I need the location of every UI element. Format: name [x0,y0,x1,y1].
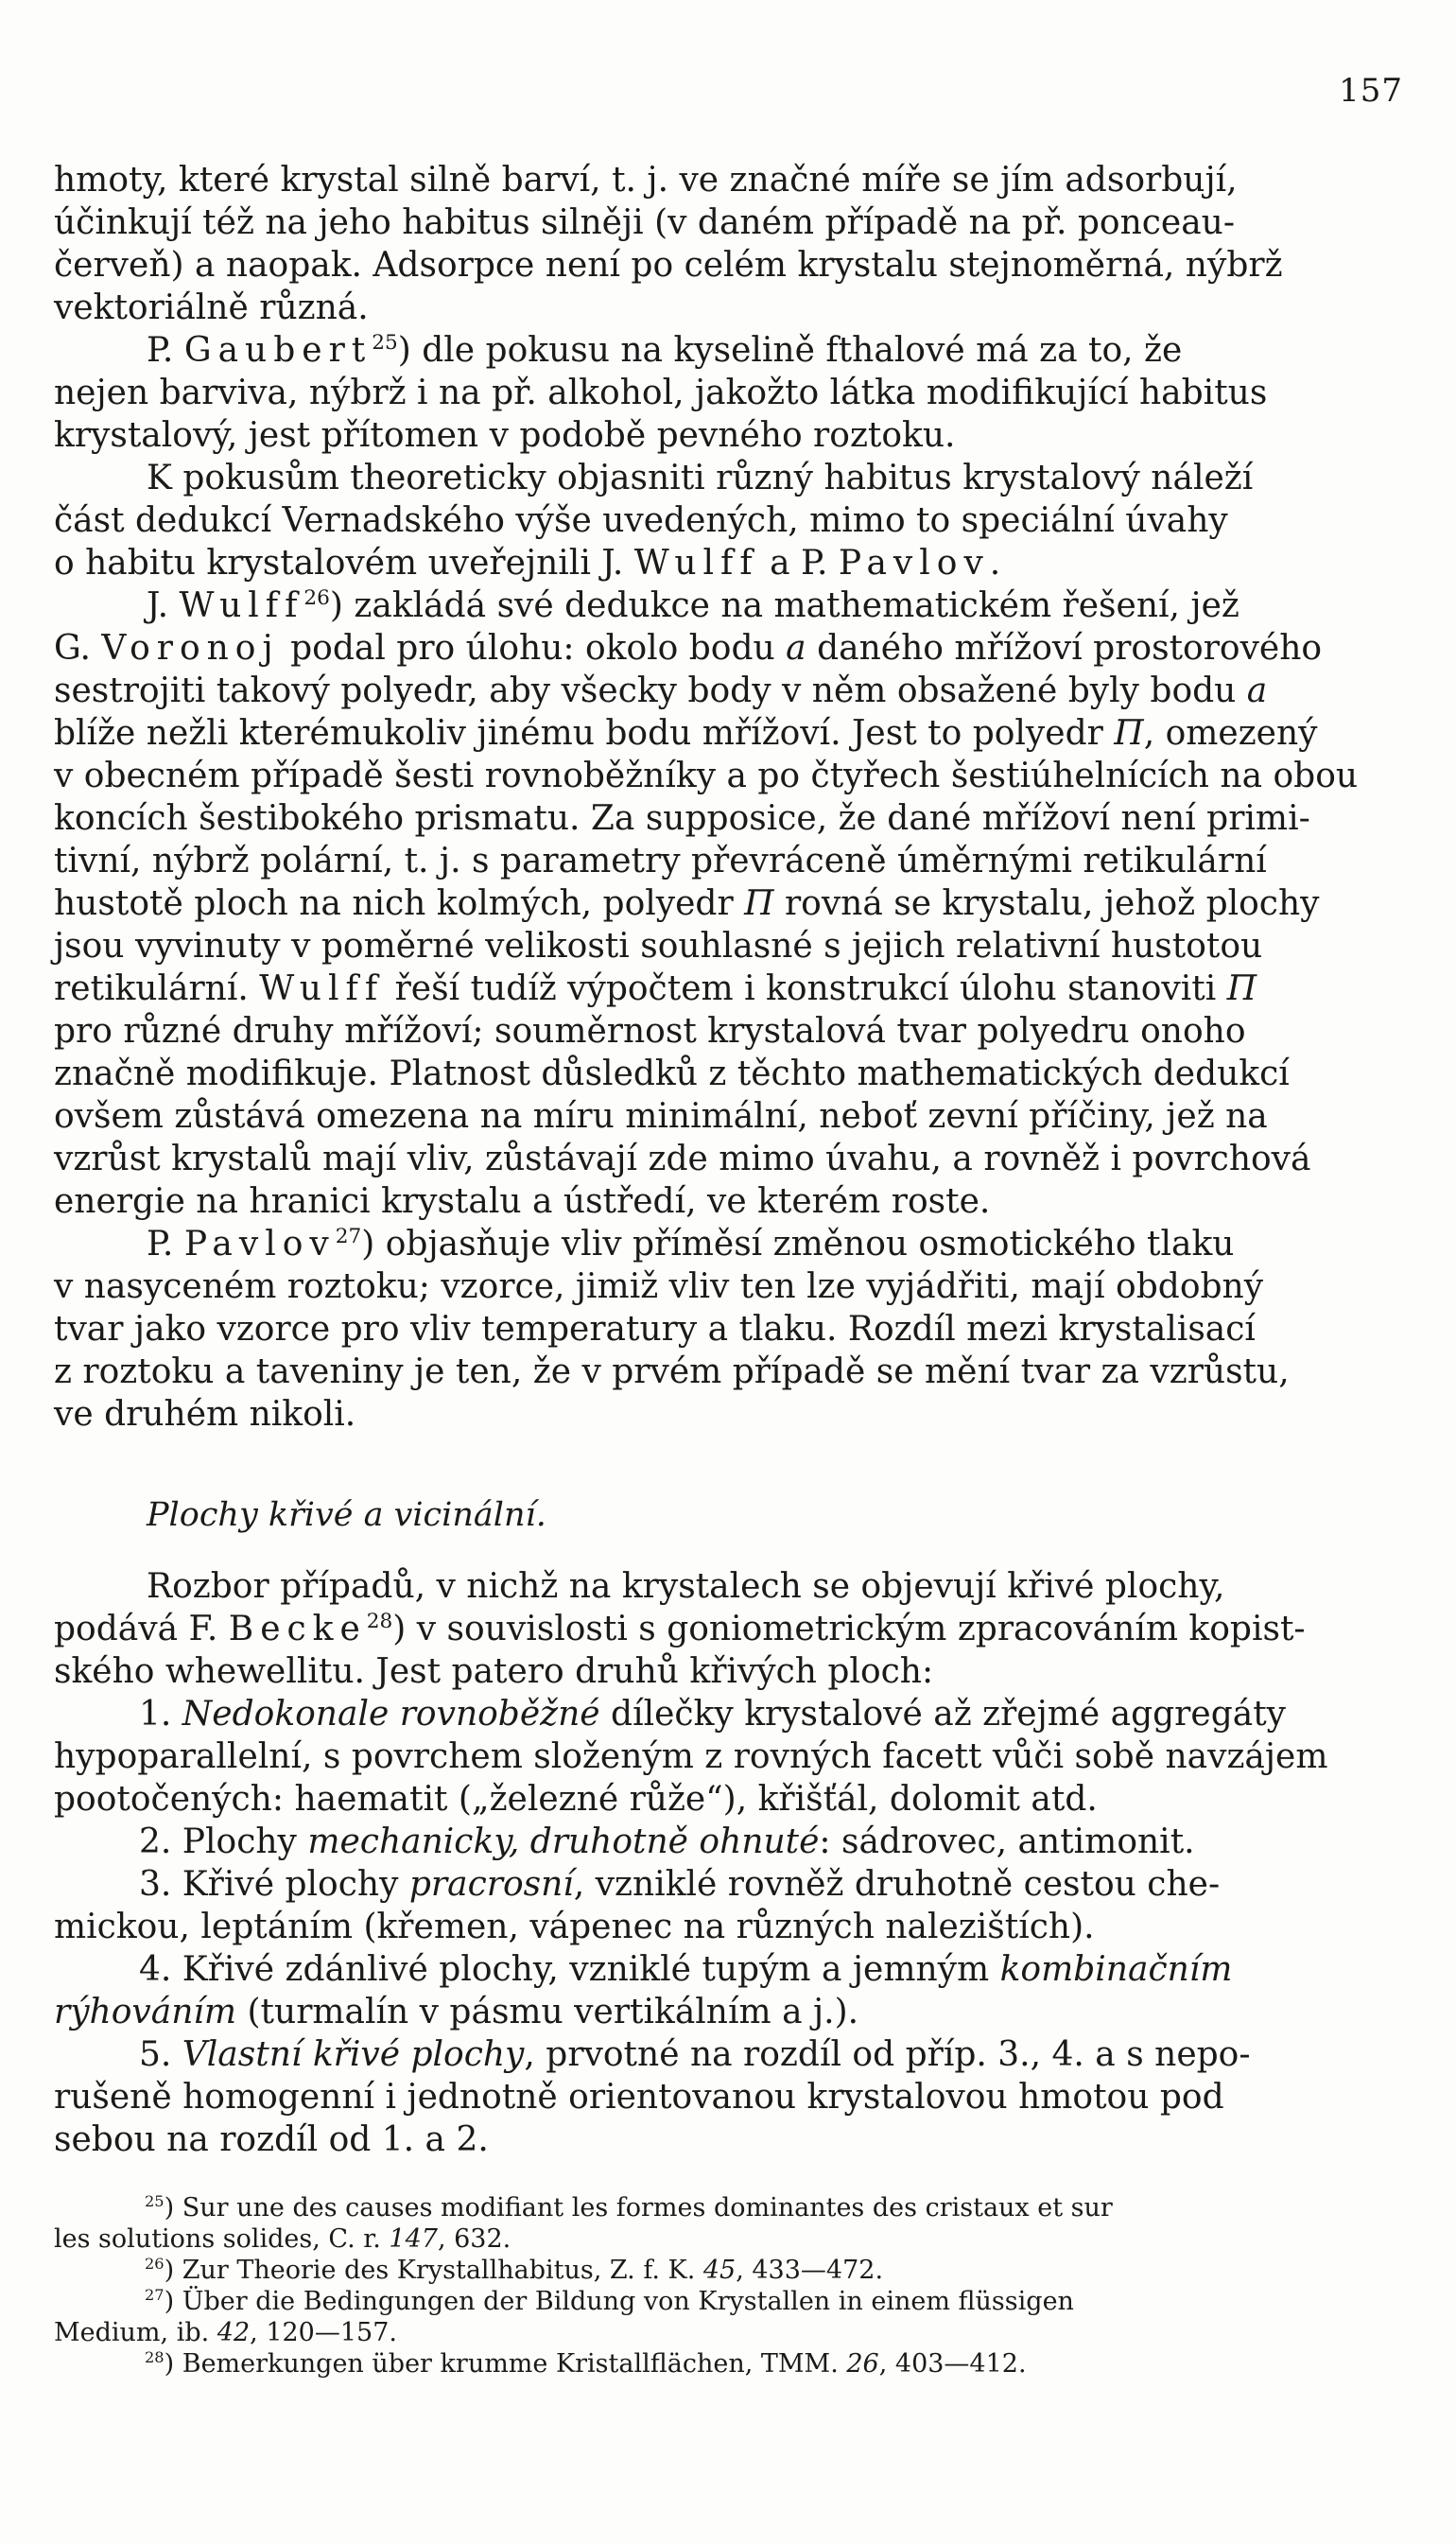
author-name: Pavlov [838,544,990,583]
list-item [54,1948,1408,1991]
list-item [54,1821,1408,1863]
footnote-number: 26 [145,2255,165,2273]
text-line: v nasyceném roztoku; vzorce, jimiž vliv ten lze vyjádřiti, mají obdobný [54,1267,1264,1306]
author-name: Gaubert [183,331,373,370]
text-line: značně modifikuje. Platnost důsledků z těchto mathematických dedukcí [54,1055,1290,1093]
page-number: 157 [1339,72,1403,110]
text-line: rušeně homogenní i jednotně orientovanou krystalovou hmotou pod [54,2078,1224,2117]
text-line [54,882,1408,925]
list-item [54,2033,1408,2076]
text-run: , 632. [437,2224,511,2254]
text-line: část dedukcí Vernadského výše uvedených, mimo to speciální úvahy [54,501,1228,540]
body-text [54,159,1408,2161]
list-item [54,1693,1408,1735]
volume-number: 42 [217,2318,251,2347]
volume-number: 147 [389,2224,438,2254]
footnote-28 [54,2348,1408,2379]
author-name: Wulff [259,969,385,1008]
text-line: mickou, leptáním (křemen, vápenec na různých nalezištích). [54,1908,1095,1946]
emphasis: Nedokonale rovnoběžné [182,1695,600,1734]
footnote-number: 27 [145,2286,165,2304]
text-run: ) Sur une des causes modifiant les formes dominantes des cristaux et sur [164,2193,1113,2223]
text-run: dílečky krystalové až zřejmé aggregáty [599,1695,1287,1734]
text-line [54,1608,1408,1650]
text-run: , vzniklé rovněž druhotně cestou che- [573,1865,1221,1904]
text-run: ) objasňuje vliv příměsí změnou osmotického tlaku [361,1225,1235,1264]
text-line: vektoriálně různá. [54,288,369,327]
math-variable: a [786,629,806,668]
footnote-ref: 27 [335,1225,362,1248]
text-run: . [989,544,1001,583]
text-line [54,670,1408,712]
text-run: o habitu krystalovém uveřejnili J. [54,544,634,583]
author-name: Pavlov [183,1225,336,1264]
text-run: daného mřížoví prostorového [806,629,1323,668]
text-run: ) dle pokusu na kyselině fthalové má za to, že [397,331,1183,370]
text-line: hypoparallelní, s povrchem složeným z rovných facett vůči sobě navzájem [54,1737,1328,1776]
text-line: hmoty, které krystal silně barví, t. j. ve značné míře se jím adsorbují, [54,161,1238,200]
text-run: (turmalín v pásmu vertikálním a j.). [236,1993,859,2031]
text-run: ) zakládá své dedukce na mathematickém řešení, jež [329,586,1239,625]
text-line: tivní, nýbrž polární, t. j. s parametry převráceně úměrnými retikulární [54,842,1267,880]
text-run: 2. Plochy [139,1822,308,1861]
emphasis: rýhováním [54,1993,237,2031]
text-run: ) Bemerkungen über krumme Kristallflächen, TMM. [164,2349,847,2379]
text-line [54,967,1408,1010]
text-run: 5. [139,2035,182,2074]
text-line: koncích šestibokého prismatu. Za supposice, že dané mřížoví není primi- [54,799,1310,838]
footnote-27 [54,2286,1408,2317]
text-run: , 120—157. [250,2318,397,2347]
text-run: sestrojiti takový polyedr, aby všecky body v něm obsažené byly bodu [54,671,1247,710]
text-run: ) Über die Bedingungen der Bildung von Krystallen in einem flüssigen [164,2287,1074,2316]
volume-number: 26 [846,2349,879,2379]
text-line [54,329,1408,372]
section-title: Plochy křivé a vicinální. [147,1496,546,1534]
footnote-number: 28 [145,2348,165,2366]
text-line: pootočených: haematit („železné růže“), křišťál, dolomit atd. [54,1780,1098,1819]
emphasis: Vlastní křivé plochy [182,2035,525,2074]
text-run: a P. [758,544,839,583]
author-name: Voronoj [101,629,280,668]
author-name: Wulff [179,586,304,625]
author-name: Wulff [633,544,759,583]
text-line: Rozbor případů, v nichž na krystalech se objevují křivé plochy, [147,1567,1225,1606]
text-line [54,1991,1408,2033]
math-variable: Π [1226,969,1257,1008]
text-line: vzrůst krystalů mají vliv, zůstávají zde mimo úvahu, a rovněž i povrchová [54,1140,1311,1178]
text-line [54,584,1408,627]
text-line: nejen barviva, nýbrž i na př. alkohol, jakožto látka modifikující habitus [54,374,1268,412]
text-line: účinkují též na jeho habitus silněji (v daném případě na př. ponceau- [54,203,1236,242]
text-line: sebou na rozdíl od 1. a 2. [54,2120,489,2159]
text-run: J. [147,586,180,625]
text-run: 3. Křivé plochy [139,1865,409,1904]
math-variable: Π [1114,714,1144,753]
text-run: podává F. [54,1610,229,1648]
text-run: Medium, ib. [54,2318,217,2347]
footnote-26 [54,2255,1408,2286]
text-line: pro různé druhy mřížoví; souměrnost krystalová tvar polyedru onoho [54,1012,1246,1051]
footnote-ref: 26 [303,586,330,610]
text-run: retikulární. [54,969,260,1008]
text-line [54,542,1408,584]
text-line: v obecném případě šesti rovnoběžníky a po čtyřech šestiúhelnících na obou [54,757,1359,795]
author-name: Becke [228,1610,367,1648]
text-run: hustotě ploch na nich kolmých, polyedr [54,884,745,923]
emphasis: mechanicky, druhotně ohnuté [307,1822,820,1861]
emphasis: kombinačním [999,1950,1233,1989]
text-run: , 433—472. [736,2256,884,2285]
text-line [54,712,1408,755]
text-run: , prvotné na rozdíl od příp. 3., 4. a s nepo- [524,2035,1251,2074]
text-run: ) v souvislosti s goniometrickým zpracováním kopist- [392,1610,1306,1648]
math-variable: a [1246,671,1268,710]
text-run: : sádrovec, antimonit. [819,1822,1195,1861]
text-line: tvar jako vzorce pro vliv temperatury a tlaku. Rozdíl mezi krystalisací [54,1310,1256,1349]
text-run: podal pro úlohu: okolo bodu [279,629,787,668]
text-line: z roztoku a taveniny je ten, že v prvém případě se mění tvar za vzrůstu, [54,1352,1290,1391]
text-run: rovná se krystalu, jehož plochy [773,884,1320,923]
footnote-number: 25 [145,2192,165,2210]
text-line: ovšem zůstává omezena na míru minimální, neboť zevní příčiny, jež na [54,1097,1268,1136]
footnote-line [54,2317,1408,2348]
footnote-ref: 28 [366,1610,393,1633]
footnote-line [54,2223,1408,2255]
text-run: , omezený [1143,714,1318,753]
text-line: krystalový, jest přítomen v podobě pevného roztoku. [54,416,956,455]
text-run: 1. [139,1695,182,1734]
text-line: K pokusům theoreticky objasniti různý habitus krystalový náleží [147,459,1254,497]
text-run: 4. Křivé zdánlivé plochy, vzniklé tupým a jemným [139,1950,1000,1989]
text-line: červeň) a naopak. Adsorpce není po celém krystalu stejnoměrná, nýbrž [54,246,1283,285]
text-run: les solutions solides, C. r. [54,2224,390,2254]
text-line: ve druhém nikoli. [54,1395,356,1434]
text-run: ) Zur Theorie des Krystallhabitus, Z. f. K. [164,2256,703,2285]
text-line [54,1223,1408,1265]
text-line [54,627,1408,670]
text-run: P. [147,331,184,370]
text-line: jsou vyvinuty v poměrné velikosti souhlasné s jejich relativní hustotou [54,927,1263,966]
emphasis: pracrosní [408,1865,574,1904]
text-run: G. [54,629,102,668]
text-run: , 403—412. [878,2349,1027,2379]
list-item [54,1863,1408,1906]
footnote-ref: 25 [372,331,398,355]
text-run: P. [147,1225,184,1264]
math-variable: Π [744,884,774,923]
volume-number: 45 [702,2256,737,2285]
text-run: blíže nežli kterémukoliv jinému bodu mřížoví. Jest to polyedr [54,714,1115,753]
footnote-25 [54,2192,1408,2223]
text-line: energie na hranici krystalu a ústředí, ve kterém roste. [54,1182,991,1221]
text-run: řeší tudíž výpočtem i konstrukcí úlohu stanoviti [384,969,1227,1008]
text-line: ského whewellitu. Jest patero druhů křivých ploch: [54,1652,934,1691]
footnotes [54,2192,1408,2379]
